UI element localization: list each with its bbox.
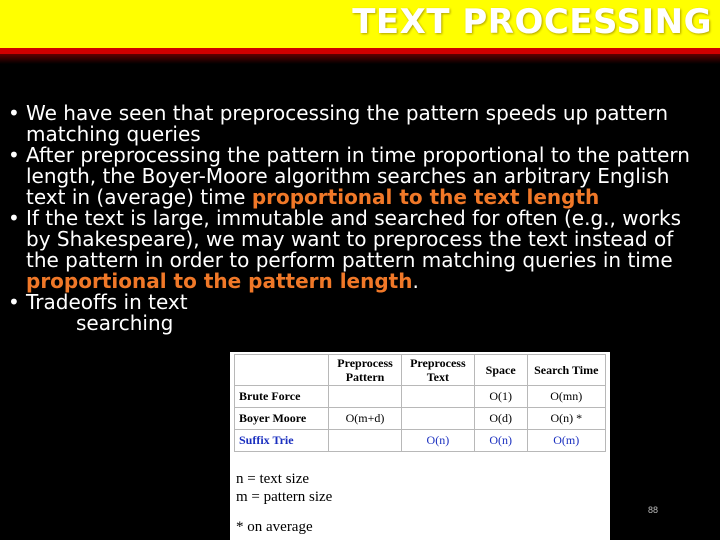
table-cell: O(1) — [474, 386, 527, 408]
table-cell — [329, 430, 402, 452]
table-header: Search Time — [527, 355, 605, 386]
bullet-text: Tradeoffs in text — [26, 290, 188, 314]
bullet-text: We have seen that preprocessing the pattern speeds up pattern matching queries — [26, 101, 669, 146]
table-header-row — [235, 355, 606, 386]
table-cell: O(mn) — [527, 386, 605, 408]
bullet-suffix: . — [412, 269, 419, 293]
table-cell: O(n) — [401, 430, 474, 452]
bullet-text: After preprocessing the pattern in time proportional to the pattern length, the Boyer-Moore algorithm searches an arbitrary English text in (average) time — [26, 143, 690, 209]
table-cell: O(n) * — [527, 408, 605, 430]
bullet-item — [8, 103, 708, 145]
bullet-highlight: proportional to the pattern length — [26, 269, 413, 293]
table-note: n = text size — [236, 471, 310, 487]
bullet-text: If the text is large, immutable and searched for often (e.g., works by Shakespeare), we may want to preprocess the text instead of the pattern in order to perform pattern matching queries in time — [26, 206, 682, 272]
table-cell: O(m) — [527, 430, 605, 452]
table-header: Space — [474, 355, 527, 386]
table-cell: Suffix Trie — [235, 430, 329, 452]
table-header — [235, 355, 329, 386]
bullet-item — [8, 208, 708, 292]
table-cell: Brute Force — [235, 386, 329, 408]
table-cell: O(n) — [474, 430, 527, 452]
accent-glow — [0, 54, 720, 64]
table-row — [235, 408, 606, 430]
table-header: Preprocess Pattern — [329, 355, 402, 386]
table-note: * on average — [236, 519, 313, 535]
bullet-item — [8, 292, 708, 334]
table-cell: Boyer Moore — [235, 408, 329, 430]
bullet-item — [8, 145, 708, 208]
table-row — [235, 430, 606, 452]
table-cell: O(d) — [474, 408, 527, 430]
bullet-text-continued: searching — [76, 311, 174, 335]
table-cell — [329, 386, 402, 408]
slide-title: TEXT PROCESSING — [352, 2, 712, 42]
table-row — [235, 386, 606, 408]
tradeoffs-table — [234, 354, 606, 452]
table-note: m = pattern size — [236, 489, 333, 505]
table-cell — [401, 386, 474, 408]
table-cell — [401, 408, 474, 430]
tradeoffs-table-panel — [230, 352, 610, 540]
bullet-list — [8, 103, 708, 334]
table-header: Preprocess Text — [401, 355, 474, 386]
bullet-highlight: proportional to the text length — [251, 185, 600, 209]
table-notes — [236, 470, 332, 536]
table-cell: O(m+d) — [329, 408, 402, 430]
page-number: 88 — [648, 505, 659, 515]
